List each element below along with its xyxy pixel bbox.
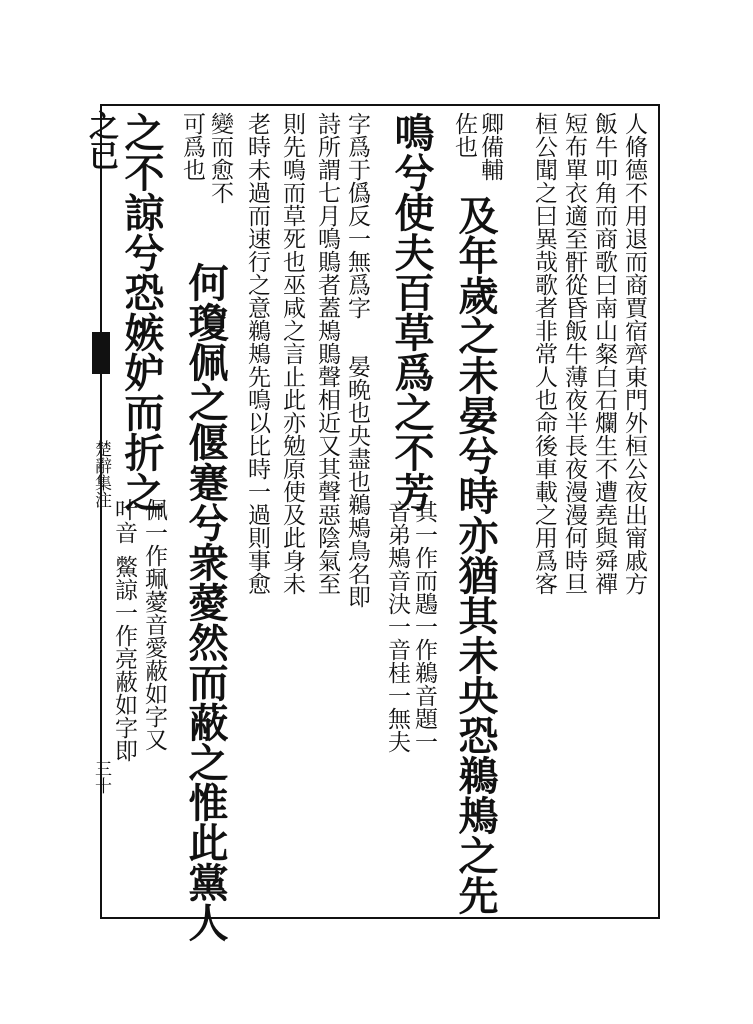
text-column-9: 詩所謂七月鳴鵙者蓋鴂鵙聲相近又其聲惡陰氣至 (314, 112, 340, 595)
text-column-7-note-b: 音弟鴂音決一音桂一無夫 (384, 500, 410, 753)
text-column-15-note-b: 鱉諒一作亮蔽如字即 (111, 555, 137, 762)
text-column-12-main: 何瓊佩之偃蹇兮衆薆然而蔽之惟此黨人 (182, 262, 229, 942)
text-column-5-main: 及年歲之未晏兮時亦猶其未央恐鵜鴂之先 (452, 195, 499, 915)
text-column-15-note-a: 叶音 (111, 498, 137, 544)
margin-top-fragment: 之已 (83, 110, 118, 170)
text-column-2: 飯牛叩角而商歌曰南山粲白石爛生不遭堯與舜禪 (591, 112, 617, 595)
left-border (100, 104, 102, 919)
text-column-3: 短布單衣適至骭從昏飯牛薄夜半長夜漫漫何時旦 (561, 112, 587, 595)
top-border (100, 104, 660, 106)
text-column-4: 桓公聞之曰異哉歌者非常人也命後車載之用爲客 (531, 112, 557, 595)
text-column-11: 老時未過而速行之意鵜鴂先鳴以比時一過則事愈 (244, 112, 270, 595)
right-border (658, 104, 660, 919)
text-column-6-note: 佐也 (451, 112, 477, 158)
text-column-13-note: 可爲也 (179, 112, 205, 181)
text-column-1: 人脩德不用退而商賈宿齊東門外桓公夜出甯戚方 (621, 112, 647, 595)
text-column-12-note: 變而愈不 (207, 112, 233, 204)
margin-side-label: 楚辭集注 (91, 440, 111, 508)
text-column-8-note-a: 字爲于僞反一無爲字 (344, 112, 370, 319)
text-column-7-note-a: 其一作而鶗一作鵜音題一 (411, 500, 437, 753)
text-column-14-main: 之不諒兮恐嫉妒而折之 (118, 112, 165, 512)
text-column-7-main: 鳴兮使夫百草爲之不芳 (388, 112, 435, 512)
text-column-10: 則先鳴而草死也巫咸之言止此亦勉原使及此身未 (279, 112, 305, 595)
text-column-8-note-b: 晏晩也央盡也鵜鴂鳥名即 (344, 355, 370, 608)
text-column-14-note: 佩一作珮薆音愛蔽如字又 (141, 498, 167, 751)
margin-page-number: 三十 (91, 760, 111, 794)
fish-tail-mark (92, 332, 110, 374)
text-column-5-note: 卿備輔 (477, 112, 503, 181)
